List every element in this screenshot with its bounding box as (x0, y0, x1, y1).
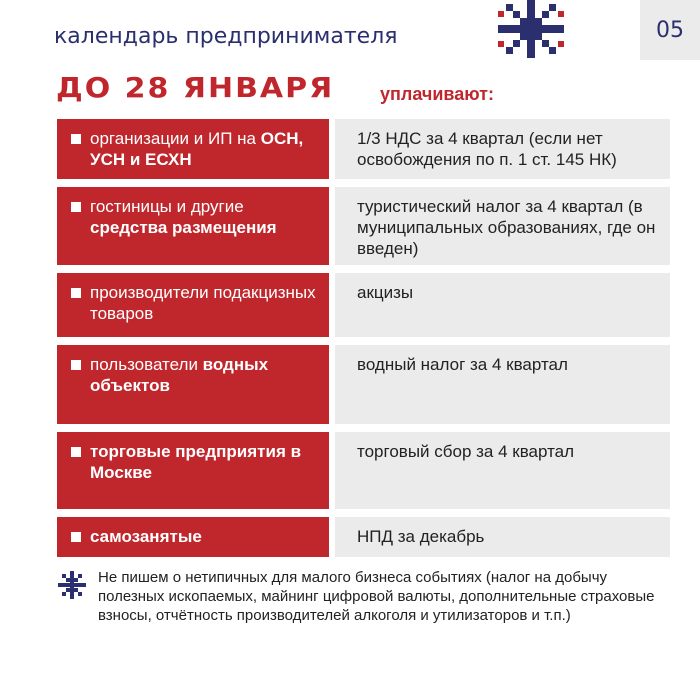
bullet-icon (71, 532, 81, 542)
tax-cell: акцизы (335, 273, 670, 337)
footnote (57, 568, 657, 625)
payer-normal-text: производители подакцизных товаров (90, 283, 316, 323)
bullet-icon (71, 202, 81, 212)
tax-cell: туристический налог за 4 квартал (в муниципальных образованиях, где он введен) (335, 187, 670, 265)
table-row (57, 119, 670, 179)
tax-cell: 1/3 НДС за 4 квартал (если нет освобождения по п. 1 ст. 145 НК) (335, 119, 670, 179)
payer-cell (57, 517, 329, 557)
bullet-icon (71, 360, 81, 370)
payer-normal-text: пользователи (90, 355, 203, 374)
snowflake-small-icon (57, 570, 87, 600)
payer-cell (57, 273, 329, 337)
table-row (57, 517, 670, 557)
payer-text (90, 196, 319, 238)
page-number: 05 (640, 0, 700, 60)
deadline-title: ДО 28 ЯНВАРЯ (56, 72, 335, 105)
table-row (57, 432, 670, 509)
payer-cell (57, 119, 329, 179)
payer-normal-text: организации и ИП на (90, 129, 261, 148)
tax-cell: водный налог за 4 квартал (335, 345, 670, 424)
tax-cell: торговый сбор за 4 квартал (335, 432, 670, 509)
payer-bold-text: водных объектов (90, 355, 269, 395)
payer-text (90, 128, 319, 170)
payer-text (90, 441, 319, 483)
bullet-icon (71, 288, 81, 298)
payers-table (57, 119, 670, 565)
payer-text (90, 526, 202, 547)
footnote-text: Не пишем о нетипичных для малого бизнеса событиях (налог на добычу полезных ископаемых, майнинг цифровой валюты, дополнительные страховые взносы, отчётность производителей алкоголя и утилизаторов и т.п.) (98, 569, 655, 624)
payer-cell (57, 187, 329, 265)
table-row (57, 273, 670, 337)
tax-cell: НПД за декабрь (335, 517, 670, 557)
bullet-icon (71, 447, 81, 457)
payer-text (90, 354, 319, 396)
deadline-suffix: уплачивают: (380, 84, 494, 104)
table-row (57, 187, 670, 265)
payer-normal-text: гостиницы и другие (90, 197, 244, 216)
snowflake-logo-icon (494, 0, 568, 58)
payer-bold-text: самозанятые (90, 527, 202, 546)
table-row (57, 345, 670, 424)
payer-bold-text: средства размещения (90, 218, 277, 237)
payer-text (90, 282, 319, 324)
bullet-icon (71, 134, 81, 144)
payer-cell (57, 345, 329, 424)
payer-bold-text: ОСН, УСН и ЕСХН (90, 129, 304, 169)
payer-cell (57, 432, 329, 509)
page-header-title: календарь предпринимателя (54, 24, 398, 49)
payer-bold-text: торговые предприятия в Москве (90, 442, 302, 482)
